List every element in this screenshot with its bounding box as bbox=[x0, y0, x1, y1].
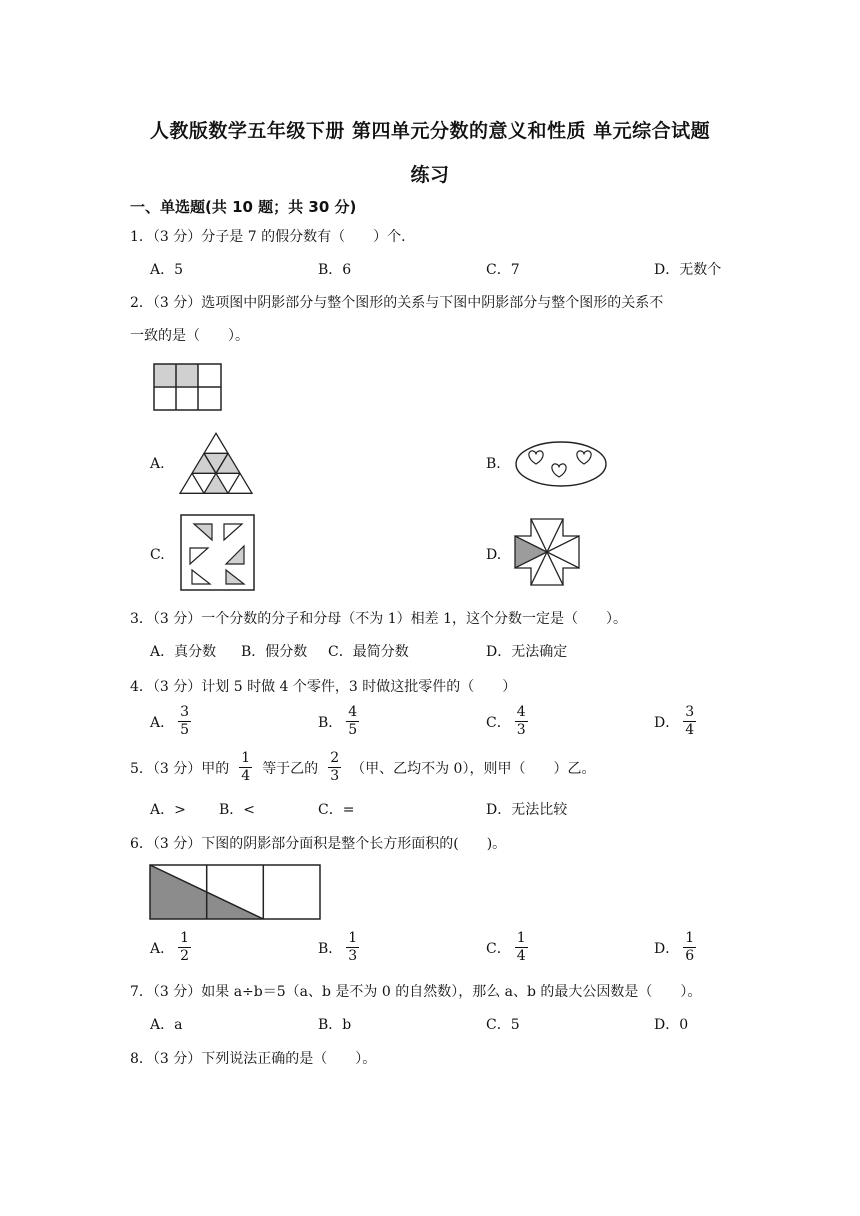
denominator: 6 bbox=[685, 948, 695, 964]
q2-option-a-label: A. bbox=[150, 456, 165, 472]
q5-option-b: B．< bbox=[219, 802, 256, 818]
q7-option-c: C．5 bbox=[486, 1017, 520, 1033]
denominator: 3 bbox=[348, 948, 358, 964]
q5-suffix: （甲、乙均不为 0），则甲（ ）乙。 bbox=[351, 760, 596, 777]
grid-shaded-cell-1 bbox=[154, 364, 176, 386]
grid-shaded-cell-2 bbox=[176, 364, 198, 386]
question-5-text bbox=[130, 750, 595, 785]
q6-option-b-fraction bbox=[346, 930, 359, 965]
denominator: 5 bbox=[348, 722, 358, 738]
q7-option-a: A．a bbox=[150, 1017, 183, 1033]
heart-icon bbox=[529, 451, 543, 464]
q4-option-c bbox=[486, 704, 532, 739]
numerator: 1 bbox=[180, 930, 190, 946]
question-8-text: 8．（3 分）下列说法正确的是（ ）。 bbox=[130, 1051, 377, 1067]
q6-option-a-fraction bbox=[178, 930, 191, 965]
q6-option-b bbox=[318, 930, 363, 965]
q1-option-a: A．5 bbox=[150, 262, 184, 278]
q4-option-d-fraction bbox=[683, 704, 696, 739]
q6-option-c-fraction bbox=[515, 930, 528, 965]
q4-option-c-label: C． bbox=[486, 714, 511, 731]
q6-option-c-label: C． bbox=[486, 940, 511, 957]
question-4-text: 4．（3 分）计划 5 时做 4 个零件，3 时做这批零件的（ ） bbox=[130, 679, 517, 695]
q2-option-c-square-figure bbox=[180, 514, 256, 592]
q6-option-c bbox=[486, 930, 532, 965]
q6-option-a-label: A． bbox=[150, 940, 175, 957]
q4-option-d-label: D． bbox=[654, 714, 680, 731]
numerator: 1 bbox=[348, 930, 358, 946]
q2-option-a-triangle-figure bbox=[180, 432, 252, 494]
question-3-text: 3．（3 分）一个分数的分子和分母（不为 1）相差 1，这个分数一定是（ ）。 bbox=[130, 611, 627, 627]
q2-option-d-label: D. bbox=[486, 547, 502, 563]
heart-icon bbox=[577, 451, 591, 464]
document-title-line1: 人教版数学五年级下册 第四单元分数的意义和性质 单元综合试题 bbox=[149, 120, 711, 142]
q3-option-d: D．无法确定 bbox=[486, 644, 568, 660]
q4-option-d bbox=[654, 704, 700, 739]
q5-option-a: A．> bbox=[150, 802, 186, 818]
q5-middle: 等于乙的 bbox=[262, 760, 319, 777]
q4-option-a bbox=[150, 704, 195, 739]
q5-fraction-1 bbox=[239, 750, 252, 785]
q2-reference-grid-figure bbox=[153, 363, 223, 411]
q7-option-d: D．0 bbox=[654, 1017, 689, 1033]
q2-option-c-label: C. bbox=[150, 547, 165, 563]
denominator: 3 bbox=[330, 768, 340, 784]
question-2-line1: 2．（3 分）选项图中阴影部分与整个图形的关系与下图中阴影部分与整个图形的关系不 bbox=[130, 295, 664, 311]
q4-option-a-fraction bbox=[178, 704, 191, 739]
q6-option-a bbox=[150, 930, 195, 965]
document-title-line2: 练习 bbox=[410, 164, 450, 186]
q6-option-d bbox=[654, 930, 700, 965]
q4-option-b-label: B． bbox=[318, 714, 343, 731]
numerator: 3 bbox=[685, 704, 695, 720]
q2-option-d-cross-figure bbox=[514, 518, 580, 586]
denominator: 3 bbox=[516, 722, 526, 738]
q5-option-c: C．= bbox=[318, 802, 355, 818]
q2-option-b-hearts-figure bbox=[514, 440, 608, 490]
q4-option-a-label: A． bbox=[150, 714, 175, 731]
q3-option-c: C．最简分数 bbox=[328, 644, 409, 660]
denominator: 4 bbox=[241, 768, 251, 784]
section-heading: 一、单选题(共 10 题；共 30 分) bbox=[130, 198, 357, 216]
q5-option-d: D．无法比较 bbox=[486, 802, 568, 818]
question-7-text: 7．（3 分）如果 a÷b＝5（a、b 是不为 0 的自然数），那么 a、b 的最大公因数是（ ）。 bbox=[130, 984, 702, 1000]
question-6-text: 6．（3 分）下图的阴影部分面积是整个长方形面积的( )。 bbox=[130, 836, 507, 852]
numerator: 2 bbox=[330, 750, 340, 766]
q3-option-b: B．假分数 bbox=[241, 644, 308, 660]
q4-option-b bbox=[318, 704, 363, 739]
numerator: 1 bbox=[516, 930, 526, 946]
q7-option-b: B．b bbox=[318, 1017, 352, 1033]
q1-option-d: D．无数个 bbox=[654, 262, 722, 278]
q5-prefix: 5．（3 分）甲的 bbox=[130, 760, 230, 777]
denominator: 5 bbox=[180, 722, 190, 738]
question-2-line2: 一致的是（ ）。 bbox=[130, 328, 249, 344]
question-1-text: 1．（3 分）分子是 7 的假分数有（ ）个． bbox=[130, 229, 416, 245]
denominator: 4 bbox=[685, 722, 695, 738]
denominator: 4 bbox=[516, 948, 526, 964]
numerator: 3 bbox=[180, 704, 190, 720]
q4-option-b-fraction bbox=[346, 704, 359, 739]
numerator: 4 bbox=[348, 704, 358, 720]
q6-option-d-fraction bbox=[683, 930, 696, 965]
numerator: 4 bbox=[516, 704, 526, 720]
numerator: 1 bbox=[685, 930, 695, 946]
q5-fraction-2 bbox=[328, 750, 341, 785]
q3-option-a: A．真分数 bbox=[150, 644, 217, 660]
q1-option-b: B．6 bbox=[318, 262, 352, 278]
q6-rectangle-figure bbox=[149, 864, 321, 920]
numerator: 1 bbox=[241, 750, 251, 766]
q1-option-c: C．7 bbox=[486, 262, 520, 278]
heart-icon bbox=[552, 464, 566, 477]
q4-option-c-fraction bbox=[515, 704, 528, 739]
q6-option-b-label: B． bbox=[318, 940, 343, 957]
q2-option-b-label: B. bbox=[486, 456, 501, 472]
q6-option-d-label: D． bbox=[654, 940, 680, 957]
denominator: 2 bbox=[180, 948, 190, 964]
